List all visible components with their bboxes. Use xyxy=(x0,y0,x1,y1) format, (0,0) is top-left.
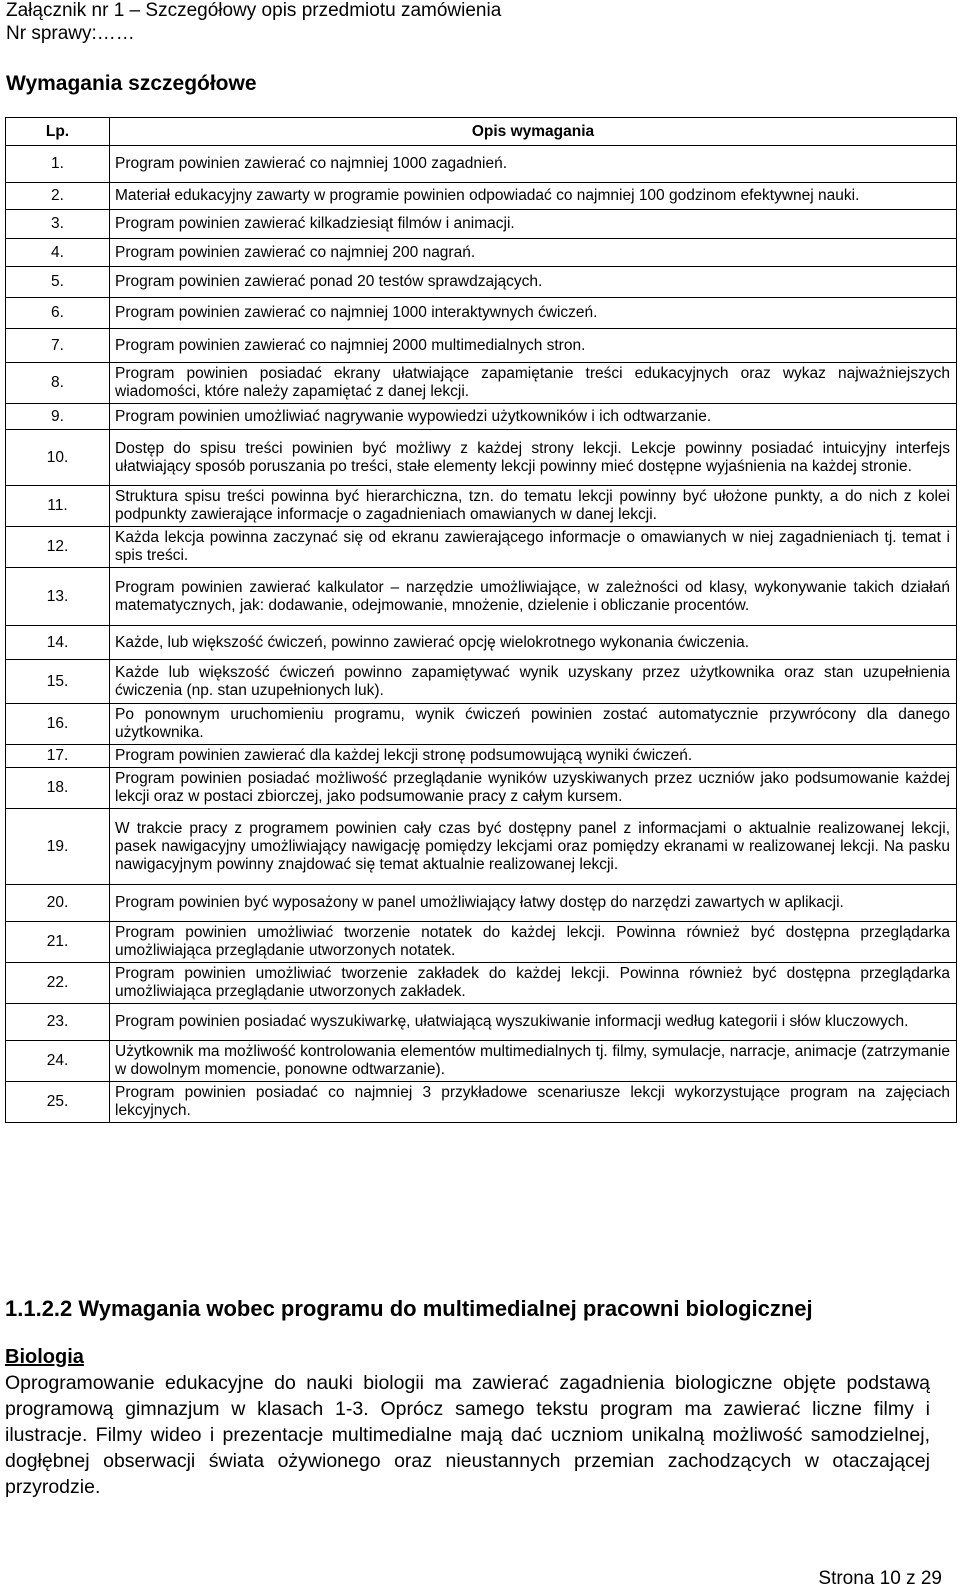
row-number: 20. xyxy=(6,885,110,922)
row-description: Każda lekcja powinna zaczynać się od ekranu zawierającego informacje o omawianych w niej zagadnieniach tj. temat i spis treści. xyxy=(110,527,957,568)
row-number: 9. xyxy=(6,404,110,430)
table-row xyxy=(6,527,957,568)
document-header-title: Załącznik nr 1 – Szczegółowy opis przedmiotu zamówienia xyxy=(6,0,502,21)
row-description: Każde lub większość ćwiczeń powinno zapamiętywać wynik uzyskany przez użytkownika oraz stan uzupełnienia ćwiczenia (np. stan uzupełnionych luk). xyxy=(110,660,957,704)
column-header-opis: Opis wymagania xyxy=(110,118,957,146)
row-number: 10. xyxy=(6,430,110,486)
row-description: W trakcie pracy z programem powinien cały czas być dostępny panel z informacjami o aktualnie realizowanej lekcji, pasek nawigacyjny umożliwiający nawigację pomiędzy lekcjami oraz pomiędzy ekranami w realizowanej lekcji. Na pasku nawigacyjnym powinny znajdować się temat aktualnie realizowanej lekcji. xyxy=(110,809,957,885)
row-description: Program powinien posiadać wyszukiwarkę, ułatwiającą wyszukiwanie informacji według kategorii i słów kluczowych. xyxy=(110,1004,957,1041)
row-description: Użytkownik ma możliwość kontrolowania elementów multimedialnych tj. filmy, symulacje, narracje, animacje (zatrzymanie w dowolnym momencie, ponowne odtwarzanie). xyxy=(110,1041,957,1082)
row-description: Program powinien umożliwiać tworzenie notatek do każdej lekcji. Powinna również być dostępna przeglądarka umożliwiająca przeglądanie utworzonych notatek. xyxy=(110,922,957,963)
row-number: 7. xyxy=(6,329,110,363)
row-description: Program powinien zawierać kalkulator – narzędzie umożliwiające, w zależności od klasy, wykonywanie takich działań matematycznych, jak: dodawanie, odejmowanie, mnożenie, dzielenie i obliczanie procentów. xyxy=(110,568,957,626)
row-description: Dostęp do spisu treści powinien być możliwy z każdej strony lekcji. Lekcje powinny posiadać intuicyjny interfejs ułatwiający sposób poruszania po treści, stałe elementy lekcji powinny mieć dostępne wyjaśnienia na każdej stronie. xyxy=(110,430,957,486)
table-row xyxy=(6,267,957,298)
table-row xyxy=(6,1004,957,1041)
table-row xyxy=(6,745,957,768)
row-description: Program powinien zawierać co najmniej 2000 multimedialnych stron. xyxy=(110,329,957,363)
table-row xyxy=(6,239,957,267)
column-header-lp: Lp. xyxy=(6,118,110,146)
row-description: Program powinien umożliwiać tworzenie zakładek do każdej lekcji. Powinna również być dostępna przeglądarka umożliwiająca przeglądanie utworzonych zakładek. xyxy=(110,963,957,1004)
row-description: Program powinien umożliwiać nagrywanie wypowiedzi użytkowników i ich odtwarzanie. xyxy=(110,404,957,430)
table-row xyxy=(6,922,957,963)
row-number: 15. xyxy=(6,660,110,704)
row-number: 18. xyxy=(6,768,110,809)
row-number: 8. xyxy=(6,363,110,404)
row-description: Program powinien posiadać co najmniej 3 przykładowe scenariusze lekcji wykorzystujące program na zajęciach lekcyjnych. xyxy=(110,1082,957,1123)
section-title: Wymagania szczegółowe xyxy=(6,72,257,95)
table-row xyxy=(6,183,957,210)
table-row xyxy=(6,809,957,885)
requirements-body xyxy=(6,146,957,1123)
table-row xyxy=(6,486,957,527)
table-row xyxy=(6,963,957,1004)
table-row xyxy=(6,404,957,430)
row-number: 12. xyxy=(6,527,110,568)
table-row xyxy=(6,626,957,660)
row-number: 2. xyxy=(6,183,110,210)
row-number: 21. xyxy=(6,922,110,963)
case-number: Nr sprawy:…… xyxy=(6,23,135,44)
row-description: Program powinien posiadać ekrany ułatwiające zapamiętanie treści edukacyjnych oraz wykaz najważniejszych wiadomości, które należy zapamiętać z danej lekcji. xyxy=(110,363,957,404)
table-row xyxy=(6,210,957,239)
row-description: Po ponownym uruchomieniu programu, wynik ćwiczeń powinien zostać automatycznie przywrócony dla danego użytkownika. xyxy=(110,704,957,745)
table-row xyxy=(6,146,957,183)
row-number: 19. xyxy=(6,809,110,885)
subsection-heading: 1.1.2.2 Wymagania wobec programu do multimedialnej pracowni biologicznej xyxy=(5,1296,813,1321)
row-description: Program powinien zawierać co najmniej 200 nagrań. xyxy=(110,239,957,267)
row-number: 11. xyxy=(6,486,110,527)
row-number: 25. xyxy=(6,1082,110,1123)
page-number: Strona 10 z 29 xyxy=(818,1568,942,1589)
row-number: 24. xyxy=(6,1041,110,1082)
table-row xyxy=(6,568,957,626)
row-number: 5. xyxy=(6,267,110,298)
table-row xyxy=(6,1041,957,1082)
row-number: 16. xyxy=(6,704,110,745)
table-row xyxy=(6,704,957,745)
row-number: 13. xyxy=(6,568,110,626)
row-number: 4. xyxy=(6,239,110,267)
row-number: 3. xyxy=(6,210,110,239)
table-row xyxy=(6,298,957,329)
row-number: 17. xyxy=(6,745,110,768)
row-description: Program powinien posiadać możliwość przeglądanie wyników uzyskiwanych przez uczniów jako podsumowanie każdej lekcji oraz w postaci zbiorczej, jako podsumowanie pracy z całym kursem. xyxy=(110,768,957,809)
row-description: Program powinien zawierać co najmniej 1000 interaktywnych ćwiczeń. xyxy=(110,298,957,329)
table-row xyxy=(6,1082,957,1123)
subject-title: Biologia xyxy=(5,1346,84,1368)
row-description: Program powinien zawierać co najmniej 1000 zagadnień. xyxy=(110,146,957,183)
row-description: Każde, lub większość ćwiczeń, powinno zawierać opcję wielokrotnego wykonania ćwiczenia. xyxy=(110,626,957,660)
row-description: Program powinien zawierać dla każdej lekcji stronę podsumowującą wyniki ćwiczeń. xyxy=(110,745,957,768)
row-description: Program powinien zawierać kilkadziesiąt filmów i animacji. xyxy=(110,210,957,239)
row-number: 6. xyxy=(6,298,110,329)
table-row xyxy=(6,660,957,704)
row-number: 23. xyxy=(6,1004,110,1041)
row-number: 1. xyxy=(6,146,110,183)
row-description: Materiał edukacyjny zawarty w programie powinien odpowiadać co najmniej 100 godzinom efektywnej nauki. xyxy=(110,183,957,210)
table-header-row xyxy=(6,118,957,146)
row-number: 22. xyxy=(6,963,110,1004)
table-row xyxy=(6,329,957,363)
row-description: Struktura spisu treści powinna być hierarchiczna, tzn. do tematu lekcji powinny być ułożone punkty, a do nich z kolei podpunkty zawierające informacje o zagadnieniach omawianych w danej lekcji. xyxy=(110,486,957,527)
table-row xyxy=(6,363,957,404)
row-number: 14. xyxy=(6,626,110,660)
table-row xyxy=(6,768,957,809)
table-row xyxy=(6,885,957,922)
row-description: Program powinien zawierać ponad 20 testów sprawdzających. xyxy=(110,267,957,298)
requirements-table xyxy=(5,117,957,1123)
subject-paragraph: Oprogramowanie edukacyjne do nauki biologii ma zawierać zagadnienia biologiczne objęte podstawą programową gimnazjum w klasach 1-3. Oprócz samego tekstu program ma zawierać liczne filmy i ilustracje. Filmy wideo i prezentacje multimedialne mają dać uczniom unikalną możliwość samodzielnej, dogłębnej obserwacji świata ożywionego oraz nieustannych przemian zachodzących w otaczającej przyrodzie. xyxy=(5,1372,930,1498)
row-description: Program powinien być wyposażony w panel umożliwiający łatwy dostęp do narzędzi zawartych w aplikacji. xyxy=(110,885,957,922)
table-row xyxy=(6,430,957,486)
